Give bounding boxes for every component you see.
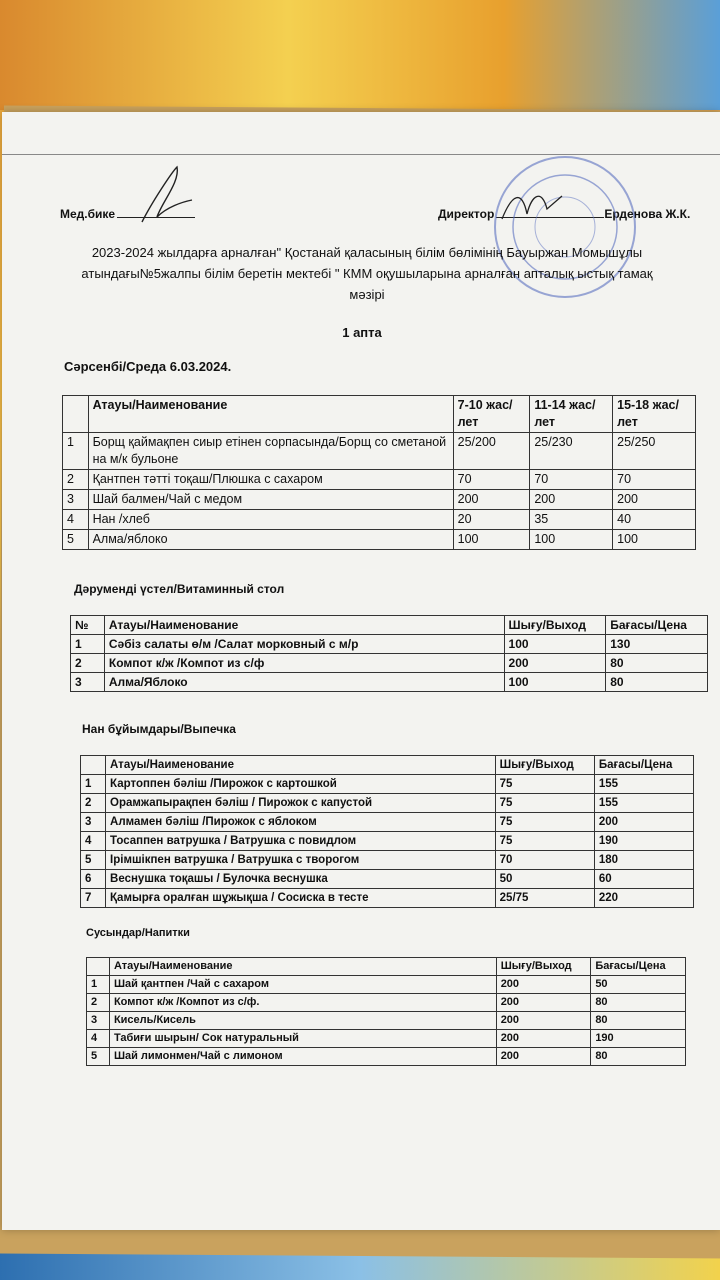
table-cell: 1 — [71, 635, 105, 654]
table-cell: 50 — [591, 976, 686, 994]
director-label: Директор — [438, 207, 495, 221]
table-cell: Алма/яблоко — [88, 530, 453, 550]
table-cell: Шай балмен/Чай с медом — [88, 490, 453, 510]
table-row — [63, 470, 696, 490]
table-cell: Кисель/Кисель — [109, 1012, 496, 1030]
table-cell: Шай қантпен /Чай с сахаром — [109, 976, 496, 994]
table-cell: 100 — [530, 530, 613, 550]
table-cell: 155 — [594, 794, 693, 813]
table-cell: 75 — [495, 832, 594, 851]
column-header: Шығу/Выход — [496, 958, 591, 976]
table-row — [63, 490, 696, 510]
table-cell: 1 — [81, 775, 106, 794]
table-row — [71, 654, 708, 673]
table-cell: 100 — [613, 530, 696, 550]
main-menu-table — [62, 395, 696, 550]
table-cell: 200 — [496, 994, 591, 1012]
table-cell: 5 — [81, 851, 106, 870]
day-label: Сәрсенбі/Среда 6.03.2024. — [64, 359, 232, 374]
column-header: Атауы/Наименование — [88, 396, 453, 433]
column-header — [81, 756, 106, 775]
table-row — [87, 994, 686, 1012]
column-header: Атауы/Наименование — [109, 958, 496, 976]
bakery-section-title: Нан бұйымдары/Выпечка — [82, 722, 236, 736]
director-name: Ерденова Ж.К. — [604, 207, 691, 221]
table-cell: 25/75 — [495, 889, 594, 908]
table-cell: 100 — [453, 530, 530, 550]
table-cell: 190 — [591, 1030, 686, 1048]
table-cell: 200 — [594, 813, 693, 832]
table-cell: 1 — [87, 976, 110, 994]
title-line-1: 2023-2024 жылдарға арналған" Қостанай қаласының білім бөлімінің Бауыржан Момышұлы — [91, 245, 643, 260]
table-row — [71, 635, 708, 654]
director-handwritten-signature-icon — [497, 184, 567, 229]
table-cell: 70 — [530, 470, 613, 490]
table-row — [81, 775, 694, 794]
table-cell: 70 — [495, 851, 594, 870]
table-cell: 80 — [591, 1012, 686, 1030]
table-row — [81, 832, 694, 851]
table-row — [81, 794, 694, 813]
vitamin-table — [70, 615, 708, 692]
table-cell: 2 — [71, 654, 105, 673]
column-header: Бағасы/Цена — [594, 756, 693, 775]
table-header-row — [87, 958, 686, 976]
title-line-3: мәзірі — [349, 287, 385, 302]
table-cell: Шай лимонмен/Чай с лимоном — [109, 1048, 496, 1066]
table-cell: 180 — [594, 851, 693, 870]
table-cell: 40 — [613, 510, 696, 530]
table-cell: 35 — [530, 510, 613, 530]
bakery-table — [80, 755, 694, 908]
table-cell: 80 — [606, 673, 708, 692]
table-cell: Борщ қаймақпен сиыр етінен сорпасында/Борщ со сметаной на м/к бульоне — [88, 433, 453, 470]
column-header: Бағасы/Цена — [606, 616, 708, 635]
table-cell: Табиғи шырын/ Сок натуральный — [109, 1030, 496, 1048]
table-cell: 200 — [530, 490, 613, 510]
table-cell: 100 — [504, 635, 606, 654]
table-cell: Алмамен бәліш /Пирожок с яблоком — [106, 813, 496, 832]
table-cell: Қантпен тәтті тоқаш/Плюшка с сахаром — [88, 470, 453, 490]
table-cell: 4 — [63, 510, 89, 530]
table-cell: 70 — [613, 470, 696, 490]
column-header — [63, 396, 89, 433]
table-cell: 2 — [81, 794, 106, 813]
table-cell: 5 — [63, 530, 89, 550]
table-header-row — [63, 396, 696, 433]
table-cell: 7 — [81, 889, 106, 908]
table-row — [81, 889, 694, 908]
table-cell: 1 — [63, 433, 89, 470]
column-header: 11-14 жас/лет — [530, 396, 613, 433]
table-row — [87, 1012, 686, 1030]
table-cell: 200 — [613, 490, 696, 510]
table-cell: 25/250 — [613, 433, 696, 470]
table-row — [81, 813, 694, 832]
table-row — [71, 673, 708, 692]
table-cell: Тосаппен ватрушка / Ватрушка с повидлом — [106, 832, 496, 851]
table-cell: 75 — [495, 813, 594, 832]
table-cell: 50 — [495, 870, 594, 889]
table-row — [81, 870, 694, 889]
table-header-row — [81, 756, 694, 775]
table-cell: 3 — [63, 490, 89, 510]
week-label: 1 апта — [342, 325, 382, 340]
table-cell: 200 — [496, 976, 591, 994]
title-line-2: атындағы№5жалпы білім беретін мектебі " КММ оқушыларына арналған апталық ыстық тамақ — [81, 266, 653, 281]
table-cell: Ірімшікпен ватрушка / Ватрушка с творогом — [106, 851, 496, 870]
column-header: Шығу/Выход — [504, 616, 606, 635]
column-header: № — [71, 616, 105, 635]
table-cell: 80 — [591, 994, 686, 1012]
background-top — [0, 0, 720, 110]
table-cell: 4 — [81, 832, 106, 851]
table-cell: 200 — [496, 1012, 591, 1030]
table-row — [87, 1048, 686, 1066]
table-cell: 80 — [606, 654, 708, 673]
table-cell: 200 — [496, 1048, 591, 1066]
column-header: Атауы/Наименование — [106, 756, 496, 775]
table-cell: 25/230 — [530, 433, 613, 470]
table-header-row — [71, 616, 708, 635]
drinks-table — [86, 957, 686, 1066]
column-header: 7-10 жас/лет — [453, 396, 530, 433]
column-header: 15-18 жас/лет — [613, 396, 696, 433]
table-cell: 200 — [496, 1030, 591, 1048]
table-cell: 70 — [453, 470, 530, 490]
table-cell: 3 — [81, 813, 106, 832]
table-cell: 75 — [495, 794, 594, 813]
table-cell: 2 — [87, 994, 110, 1012]
med-nurse-label: Мед.бике — [60, 207, 116, 221]
table-cell: 3 — [87, 1012, 110, 1030]
table-row — [63, 433, 696, 470]
table-cell: Қамырға оралған шұжықша / Сосиска в тесте — [106, 889, 496, 908]
table-cell: 2 — [63, 470, 89, 490]
vitamin-section-title: Дәруменді үстел/Витаминный стол — [74, 582, 285, 596]
table-cell: 75 — [495, 775, 594, 794]
table-row — [63, 530, 696, 550]
column-header: Атауы/Наименование — [104, 616, 504, 635]
table-cell: Сәбіз салаты ө/м /Салат морковный с м/р — [104, 635, 504, 654]
table-cell: 25/200 — [453, 433, 530, 470]
table-cell: Веснушка тоқашы / Булочка веснушка — [106, 870, 496, 889]
column-header: Бағасы/Цена — [591, 958, 686, 976]
table-row — [81, 851, 694, 870]
table-cell: 200 — [453, 490, 530, 510]
table-cell: Компот к/ж /Компот из с/ф — [104, 654, 504, 673]
handwritten-signature-icon — [132, 162, 202, 232]
table-row — [87, 976, 686, 994]
table-cell: 20 — [453, 510, 530, 530]
table-cell: 220 — [594, 889, 693, 908]
table-cell: 4 — [87, 1030, 110, 1048]
table-cell: 190 — [594, 832, 693, 851]
table-cell: Компот к/ж /Компот из с/ф. — [109, 994, 496, 1012]
table-cell: 200 — [504, 654, 606, 673]
table-row — [63, 510, 696, 530]
table-cell: 3 — [71, 673, 105, 692]
table-row — [87, 1030, 686, 1048]
table-cell: 6 — [81, 870, 106, 889]
menu-document — [2, 112, 720, 1230]
drinks-section-title: Сусындар/Напитки — [86, 927, 190, 939]
table-cell: 60 — [594, 870, 693, 889]
table-cell: 5 — [87, 1048, 110, 1066]
table-cell: Орамжапырақпен бәліш / Пирожок с капустой — [106, 794, 496, 813]
table-cell: 100 — [504, 673, 606, 692]
table-cell: 155 — [594, 775, 693, 794]
table-cell: Алма/Яблоко — [104, 673, 504, 692]
table-cell: Картоппен бәліш /Пирожок с картошкой — [106, 775, 496, 794]
column-header — [87, 958, 110, 976]
table-cell: Нан /хлеб — [88, 510, 453, 530]
column-header: Шығу/Выход — [495, 756, 594, 775]
table-cell: 80 — [591, 1048, 686, 1066]
table-cell: 130 — [606, 635, 708, 654]
document-title — [32, 242, 702, 305]
